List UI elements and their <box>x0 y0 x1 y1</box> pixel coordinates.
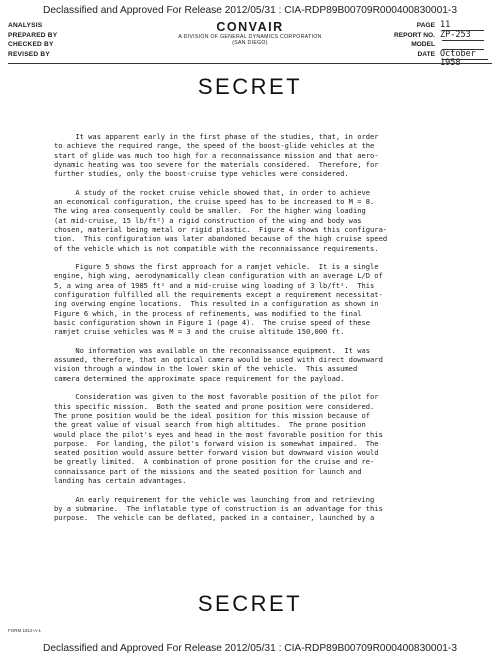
model-underline <box>442 49 484 50</box>
report-row <box>340 31 485 41</box>
paragraph-rocket-cruise: A study of the rocket cruise vehicle showed that, in order to achieve an economical configuration, the cruise speed has to be increased to M = 8. The wing area consequently could be smaller. For the higher wing loading (at mid-cruise, 15 lb/ft²) a rigid construction of the wing and body was chosen, material being metal or rigid plastic. Figure 4 shows this configura- tion. This configuration was later abandoned because of the high cruise speed of the vehicle which is not compatible with the reconnaissance requirements. <box>54 187 388 253</box>
classification-top: SECRET <box>197 74 303 99</box>
division-location: (SAN DIEGO) <box>232 40 268 46</box>
header-divider <box>8 63 492 64</box>
paragraph-reconnaissance-equipment: No information was available on the reconnaissance equipment. It was assumed, therefore, that an optical camera would be used with direct downward vision through a window in the lower skin of the vehicle. This assumed camera determined the approximate space requirement for the payload. <box>54 345 383 383</box>
company-block <box>160 20 340 46</box>
page-underline <box>442 30 484 31</box>
report-label: REPORT NO. <box>393 31 435 39</box>
document-body <box>54 132 449 532</box>
model-label: MODEL <box>411 41 435 49</box>
page-value: 11 <box>440 20 451 30</box>
report-underline <box>442 40 484 41</box>
paragraph-ramjet: Figure 5 shows the first approach for a ramjet vehicle. It is a single engine, high wing, aerodynamically clean configuration with an average L/D of 5, a wing area of 1985 ft² and a mid-cruise wing loading of 3 lb/ft². This configuration fulfilled all the requirements except a requirement necessitat- ing overwing engine locations. This resulted in a configuration as shown in Figure 6 which, in the process of refinements, was modified to the final basic configuration shown in Figure 1 (page 4). The cruise speed of these ramjet cruise vehicles was M = 3 and the cruise altitude 150,000 ft. <box>54 262 383 337</box>
release-notice-bottom: Declassified and Approved For Release 2012/05/31 : CIA-RDP89B00709R000400830001-3 <box>42 643 457 654</box>
division-line: A DIVISION OF GENERAL DYNAMICS CORPORATION <box>178 34 322 40</box>
date-row <box>340 50 485 60</box>
prepared-by-label: PREPARED BY <box>8 31 58 39</box>
form-number: FORM 1812-A-1 <box>8 628 42 633</box>
paragraph-pilot-position: Consideration was given to the most favorable position of the pilot for this specific mission. Both the seated and prone position were considered. The prone position would be the ideal position for this mission because of the great value of visual search from high altitudes. The prone position would place the pilot's eyes and head in the most favorable position for this purpose. For landing, the pilot's forward vision is somewhat impaired. The seated position would assure better forward vision but downward vision would be greatly limited. A combination of prone position for the cruise and re- connaissance part of the missions and the seated position for launch and landing has certain advantages. <box>54 392 383 485</box>
paragraph-submarine: An early requirement for the vehicle was launching from and retrieving by a submarine. The inflatable type of construction is an advantage for this purpose. The vehicle can be deflated, packed in a container, launched by a <box>54 494 383 523</box>
checked-by-label: CHECKED BY <box>8 41 54 49</box>
date-label: DATE <box>417 50 435 58</box>
date-value: October <box>440 48 476 59</box>
company-name: CONVAIR <box>216 20 284 34</box>
revised-by-label: REVISED BY <box>8 50 50 58</box>
analysis-label: ANALYSIS <box>8 22 43 29</box>
date-underline <box>442 59 488 60</box>
header-left-labels <box>8 21 57 59</box>
page-label: PAGE <box>416 22 435 29</box>
paragraph-boost-glide: It was apparent early in the first phase of the studies, that, in order to achieve the required range, the speed of the boost-glide vehicles at the start of glide was much too high for a reconnaissance mission and that aero- dynamic heating was too severe for the materials considered. Therefore, for further studies, only the boost-cruise type vehicles were considered. <box>54 132 379 179</box>
release-notice-top: Declassified and Approved For Release 2012/05/31 : CIA-RDP89B00709R000400830001-3 <box>42 5 457 16</box>
classification-bottom: SECRET <box>197 591 303 616</box>
report-value: ZP-253 <box>440 29 471 40</box>
